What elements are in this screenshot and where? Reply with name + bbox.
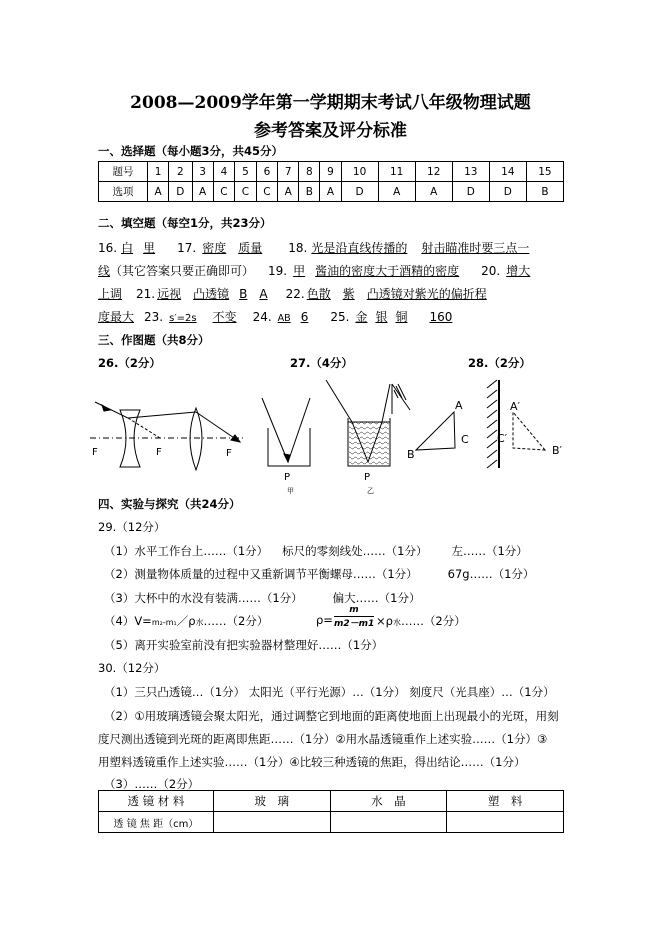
formula-text: ……（2分）: [400, 614, 466, 628]
q-number: 3: [192, 162, 213, 182]
vertex-label: C′: [497, 432, 508, 445]
q-answer: D: [489, 182, 526, 202]
q30-label: 30.（12分）: [98, 661, 166, 675]
table-cell[interactable]: [330, 812, 447, 833]
q29-line-3: [104, 590, 420, 606]
answer-text: 偏大……（1分）: [332, 591, 421, 605]
point-label: P: [284, 472, 291, 483]
q-number: 17.: [177, 241, 197, 255]
answer-text: 不变: [212, 310, 237, 324]
q-answer: A: [192, 182, 213, 202]
answer-text: （1）水平工作台上……（1分）: [104, 544, 269, 558]
answer-note: （其它答案只要正确即可）: [110, 264, 255, 278]
table-row: [99, 162, 564, 182]
answer-text: 质量: [238, 241, 263, 255]
q-number: 15: [526, 162, 563, 182]
q29-line-5: （5）离开实验室前没有把实验器材整理好……（1分）: [104, 638, 384, 652]
q26-lens-diagram: [90, 402, 245, 470]
choice-answer-table: [98, 161, 564, 202]
fill-line-1: [98, 239, 529, 256]
q-answer: C: [213, 182, 235, 202]
answer-text: 白: [121, 241, 134, 255]
light-ray: [326, 380, 352, 422]
section-fill-heading: 二、填空题（每空1分，共23分）: [98, 216, 272, 230]
section-choice-heading: 一、选择题（每小题3分，共45分）: [98, 144, 284, 158]
answer-text: 里: [143, 241, 156, 255]
q-number: 7: [278, 162, 299, 182]
q30-line-5: （3）……（2分）: [104, 777, 200, 791]
q-number: 10: [341, 162, 378, 182]
q-number: 18.: [288, 241, 308, 255]
fraction-numerator: m: [334, 605, 374, 617]
vertex-label: C: [461, 433, 469, 446]
q-answer: A: [148, 182, 169, 202]
answer-text: 增大: [506, 264, 531, 278]
page-subtitle: 参考答案及评分标准: [254, 121, 407, 141]
q-number: 2: [169, 162, 192, 182]
formula-text: ……（2分）: [203, 614, 269, 628]
q26-label: 26.（2分）: [98, 356, 161, 370]
answer-text: 左……（1分）: [451, 544, 528, 558]
object-triangle: [416, 412, 455, 450]
container-label: 乙: [367, 487, 374, 495]
q-answer: C: [256, 182, 278, 202]
q-number: 22.: [285, 287, 305, 301]
convex-lens-icon: [190, 408, 202, 470]
q27-label: 27.（4分）: [290, 356, 353, 370]
formula-text: ρ=: [316, 613, 333, 627]
answer-text: 上调: [98, 287, 123, 301]
focus-label: F: [226, 448, 232, 459]
vertex-label: A: [455, 399, 463, 412]
row-label-answer: 选项: [99, 182, 148, 202]
focus-label: F: [92, 447, 98, 458]
formula-text: （4）V=: [104, 614, 152, 628]
answer-text: 线: [98, 264, 111, 278]
q-number: 23.: [144, 310, 164, 324]
table-row: [99, 791, 564, 812]
table-header: 塑 料: [447, 791, 564, 812]
table-header: 透 镜 材 料: [99, 791, 214, 812]
q-number: 14: [489, 162, 526, 182]
point-label: P: [364, 472, 371, 483]
light-ray: [382, 384, 390, 422]
answer-text: B: [239, 287, 248, 301]
reflector-hatch: [394, 384, 406, 400]
q-answer: B: [526, 182, 563, 202]
q28-label: 28.（2分）: [468, 356, 531, 370]
q-number: 4: [213, 162, 235, 182]
answer-text: 银: [375, 310, 388, 324]
answer-text: 金: [355, 310, 368, 324]
answer-text: 度最大: [98, 310, 135, 324]
answer-text: 紫: [342, 287, 355, 301]
answer-text: 标尺的零刻线处……（1分）: [282, 544, 428, 558]
extension-line: [128, 418, 160, 438]
answer-text: 67g……（1分）: [447, 567, 535, 581]
table-row: [99, 182, 564, 202]
light-ray: [262, 398, 288, 462]
q-number: 25.: [330, 310, 350, 324]
page-title: 2008—2009学年第一学期期末考试八年级物理试题: [130, 93, 531, 113]
q-number: 11: [378, 162, 415, 182]
formula-text: ×ρ: [376, 614, 393, 628]
q29-line-4: [104, 613, 268, 629]
q-number: 5: [235, 162, 257, 182]
formula-text: m₂-m₁: [151, 618, 177, 627]
q-number: 8: [299, 162, 320, 182]
answer-text: 酱油的密度大于酒精的密度: [315, 264, 460, 278]
container-label: 甲: [287, 487, 294, 495]
mirror-hatch: [487, 380, 497, 468]
answer-text: （3）大杯中的水没有装满……（1分）: [104, 591, 303, 605]
q29-label: 29.（12分）: [98, 520, 166, 534]
section-experiment-heading: 四、实验与探究（共24分）: [98, 497, 241, 511]
arrow-icon: [102, 405, 110, 411]
answer-text: 远视: [157, 287, 182, 301]
focus-label: F: [156, 447, 162, 458]
arrow-icon: [284, 454, 290, 462]
q29-density-tail: [376, 613, 466, 629]
q-number: 21.: [136, 287, 156, 301]
table-header: 水 晶: [330, 791, 447, 812]
answer-text: 甲: [293, 264, 306, 278]
q-answer: B: [299, 182, 320, 202]
answer-text: 射击瞄准时要三点一: [421, 241, 530, 255]
answer-text: 色散: [306, 287, 331, 301]
table-cell[interactable]: [447, 812, 564, 833]
q-answer: A: [415, 182, 452, 202]
q-answer: A: [278, 182, 299, 202]
answer-text: A: [259, 287, 268, 301]
q27-container-jia: [262, 398, 310, 466]
fill-line-4: [98, 308, 452, 325]
q29-line-1: [104, 543, 528, 559]
answer-text: 160: [429, 310, 453, 324]
q-number: 24.: [252, 310, 272, 324]
q-answer: D: [169, 182, 192, 202]
fill-line-3: [98, 285, 487, 302]
q-number: 1: [148, 162, 169, 182]
answer-text: s′=2s: [169, 313, 197, 324]
vertex-label: B: [407, 448, 415, 461]
q-number: 6: [256, 162, 278, 182]
q-number: 13: [452, 162, 489, 182]
q-answer: D: [341, 182, 378, 202]
answer-text: （2）测量物体质量的过程中又重新调节平衡螺母……（1分）: [104, 567, 418, 581]
fraction-denominator: m2－m1: [334, 619, 375, 629]
q-answer: A: [320, 182, 341, 202]
table-header: 玻 璃: [213, 791, 330, 812]
ray-diagrams: [0, 370, 661, 500]
q28-mirror-diagram: [416, 380, 545, 468]
row-label-number: 题号: [99, 162, 148, 182]
q27-container-yi: [326, 380, 410, 466]
answer-text: 6: [300, 310, 309, 324]
answer-text: 铜: [395, 310, 408, 324]
q-answer: A: [378, 182, 415, 202]
table-row: [99, 812, 564, 833]
section-drawing-heading: 三、作图题（共8分）: [98, 333, 210, 347]
q30-line-2: （2）①用玻璃透镜会聚太阳光，通过调整它到地面的距离使地面上出现最小的光斑，用刻: [104, 709, 559, 723]
answer-text: 光是沿直线传播的: [311, 241, 408, 255]
light-ray: [288, 398, 310, 462]
vertex-label: A′: [510, 400, 521, 413]
formula-text: 水: [392, 618, 401, 627]
q30-line-1: （1）三只凸透镜…（1分） 太阳光（平行光源）…（1分） 刻度尺（光具座）…（1分）: [104, 685, 555, 699]
q-number: 12: [415, 162, 452, 182]
q-number: 19.: [268, 264, 288, 278]
vertex-label: B′: [552, 444, 563, 457]
answer-text: 凸透镜: [193, 287, 230, 301]
q-answer: C: [235, 182, 257, 202]
formula-text: ／ρ: [176, 614, 196, 628]
q-answer: D: [452, 182, 489, 202]
image-triangle: [513, 412, 545, 450]
table-cell[interactable]: [213, 812, 330, 833]
q29-line-2: [104, 566, 534, 582]
q30-line-4: 用塑料透镜重作上述实验……（1分）④比较三种透镜的焦距，得出结论……（1分）: [98, 755, 526, 769]
q-number: 16.: [98, 241, 118, 255]
q-number: 9: [320, 162, 341, 182]
q-number: 20.: [481, 264, 501, 278]
row-label: 透 镜 焦 距（cm）: [99, 812, 214, 833]
answer-text: AB: [277, 313, 291, 324]
q30-line-3: 度尺测出透镜到光斑的距离即焦距……（1分）②用水晶透镜重作上述实验……（1分）③: [98, 732, 548, 746]
fill-line-2: [98, 262, 530, 279]
answer-text: 密度: [202, 241, 227, 255]
lens-focal-table: [98, 790, 564, 833]
answer-text: 凸透镜对紫光的偏折程: [366, 287, 487, 301]
formula-text: 水: [195, 618, 204, 627]
q29-density-formula: [316, 613, 333, 627]
